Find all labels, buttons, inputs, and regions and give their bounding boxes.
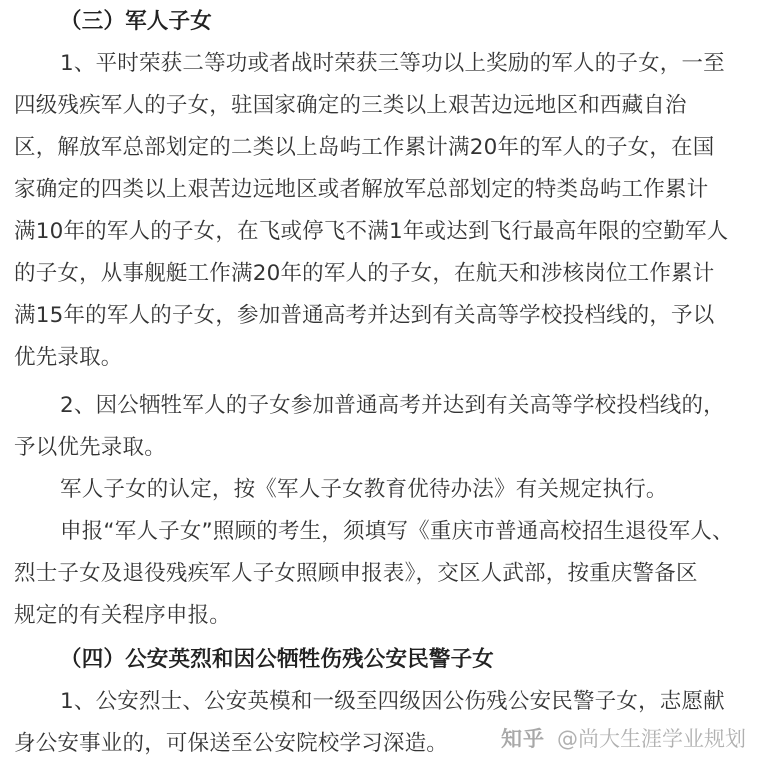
paragraph-line: 规定的有关程序申报。 [14, 603, 232, 628]
zhihu-logo: 知乎 [501, 727, 545, 751]
paragraph-line: 烈士子女及退役残疾军人子女照顾申报表》，交区人武部，按重庆警备区 [14, 561, 698, 586]
paragraph-line: 申报“军人子女”照顾的考生，须填写《重庆市普通高校招生退役军人、 [60, 519, 734, 544]
section-4-heading: （四）公安英烈和因公牺牲伤残公安民警子女 [60, 647, 495, 672]
paragraph-line: 满15年的军人的子女，参加普通高考并达到有关高等学校投档线的，予以 [14, 303, 715, 328]
paragraph-line: 2、因公牺牲军人的子女参加普通高考并达到有关高等学校投档线的， [60, 393, 725, 418]
paragraph-line: 家确定的四类以上艰苦边远地区或者解放军总部划定的特类岛屿工作累计 [14, 177, 709, 202]
paragraph-line: 四级残疾军人的子女，驻国家确定的三类以上艰苦边远地区和西藏自治 [14, 93, 687, 118]
paragraph-line: 军人子女的认定，按《军人子女教育优待办法》有关规定执行。 [60, 477, 668, 502]
paragraph-line: 的子女，从事舰艇工作满20年的军人的子女，在航天和涉核岗位工作累计 [14, 261, 715, 286]
paragraph-line: 身公安事业的，可保送至公安院校学习深造。 [14, 731, 449, 756]
zhihu-watermark [501, 719, 746, 759]
watermark-author: @尚大生涯学业规划 [557, 727, 746, 751]
paragraph-line: 满10年的军人的子女，在飞或停飞不满1年或达到飞行最高年限的空勤军人 [14, 219, 729, 244]
paragraph-line: 1、平时荣获二等功或者战时荣获三等功以上奖励的军人的子女，一至 [60, 51, 725, 76]
paragraph-line: 1、公安烈士、公安英模和一级至四级因公伤残公安民警子女，志愿献 [60, 689, 725, 714]
paragraph-line: 予以优先录取。 [14, 435, 166, 460]
section-3-heading: （三）军人子女 [60, 9, 212, 34]
paragraph-line: 优先录取。 [14, 345, 123, 370]
paragraph-line: 区，解放军总部划定的二类以上岛屿工作累计满20年的军人的子女，在国 [14, 135, 715, 160]
